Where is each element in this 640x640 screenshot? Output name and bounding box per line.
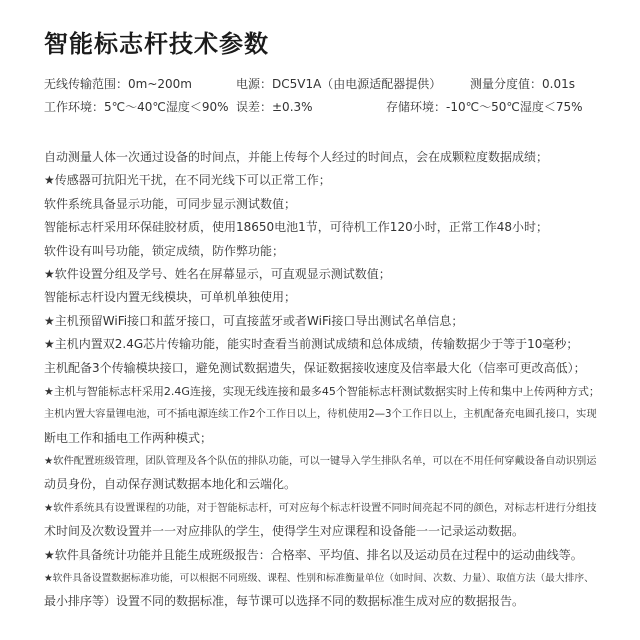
parameter-line: ★软件具备设置数据标准功能，可以根据不同班级、课程、性别和标准衡量单位（如时间、次数、力量）、取值方法（最大排序、 [44,573,594,585]
parameter-line: 智能标志杆采用环保硅胶材质，使用18650电池1节，可待机工作120小时，正常工作48小时； [44,220,548,235]
parameter-line: 主机内置大容量锂电池，可不插电源连续工作2个工作日以上，待机使用2—3个工作日以上，主机配备充电圆孔接口，实现 [44,408,597,421]
parameter-line: ★主机与智能标志杆采用2.4G连接，实现无线连接和最多45个智能标志杆测试数据实时上传和集中上传两种方式； [44,384,600,398]
parameter-line: 自动测量人体一次通过设备的时间点，并能上传每个人经过的时间点，会在成颗粒度数据成绩； [44,150,549,164]
parameter-list [44,146,604,614]
parameter-line: ★软件系统具有设置课程的功能，对于智能标志杆，可对应每个标志杆设置不同时间亮起不同的颜色，对标志杆进行分组技 [44,501,597,514]
spec-range: 无线传输范围：0m~200m [44,77,192,91]
parameter-line: 软件设有叫号功能，锁定成绩，防作弊功能； [44,243,285,258]
parameter-line: 主机配备3个传输模块接口，避免测试数据遗失，保证数据接收速度及信率最大化（信率可更改高低）； [44,360,586,375]
parameter-line: 术时间及次数设置并一一对应排队的学生，使得学生对应课程和设备能一一记录运动数据。 [44,524,525,539]
spec-power: 电源：DC5V1A（由电源适配器提供） [236,77,442,91]
spec-error: 误差：±0.3% [236,100,313,114]
spec-work-environment: 工作环境：5℃～40℃湿度＜90% [44,100,229,114]
parameter-line: 断电工作和插电工作两种模式； [44,430,213,445]
page-title: 智能标志杆技术参数 [44,30,269,58]
parameter-line: 动员身份，自动保存测试数据本地化和云端化。 [44,477,297,492]
parameter-line: ★主机预留WiFi接口和蓝牙接口，可直接蓝牙或者WiFi接口导出测试名单信息； [44,313,464,328]
parameter-line: ★软件具备统计功能并且能生成班级报告：合格率、平均值、排名以及运动员在过程中的运动曲线等。 [44,547,583,562]
spec-resolution: 测量分度值：0.01s [470,77,575,91]
parameter-line: 软件系统具备显示功能，可同步显示测试数值； [44,196,297,211]
parameter-line: ★主机内置双2.4G芯片传输功能，能实时查看当前测试成绩和总体成绩，传输数据少于等于10毫秒； [44,337,579,352]
parameter-line: ★传感器可抗阳光干扰，在不同光线下可以正常工作； [44,173,331,188]
parameter-line: ★软件配置班级管理，团队管理及各个队伍的排队功能，可以一键导入学生排队名单，可以在不用任何穿戴设备自动识别运 [44,455,597,468]
parameter-line: 智能标志杆设内置无线模块，可单机单独使用； [44,290,297,305]
spec-storage-environment: 存储环境：-10℃～50℃湿度＜75% [386,100,583,114]
parameter-line: ★软件设置分组及学号、姓名在屏幕显示，可直观显示测试数值； [44,266,391,281]
parameter-line: 最小排序等）设置不同的数据标准，每节课可以选择不同的数据标准生成对应的数据报告。 [44,594,525,609]
